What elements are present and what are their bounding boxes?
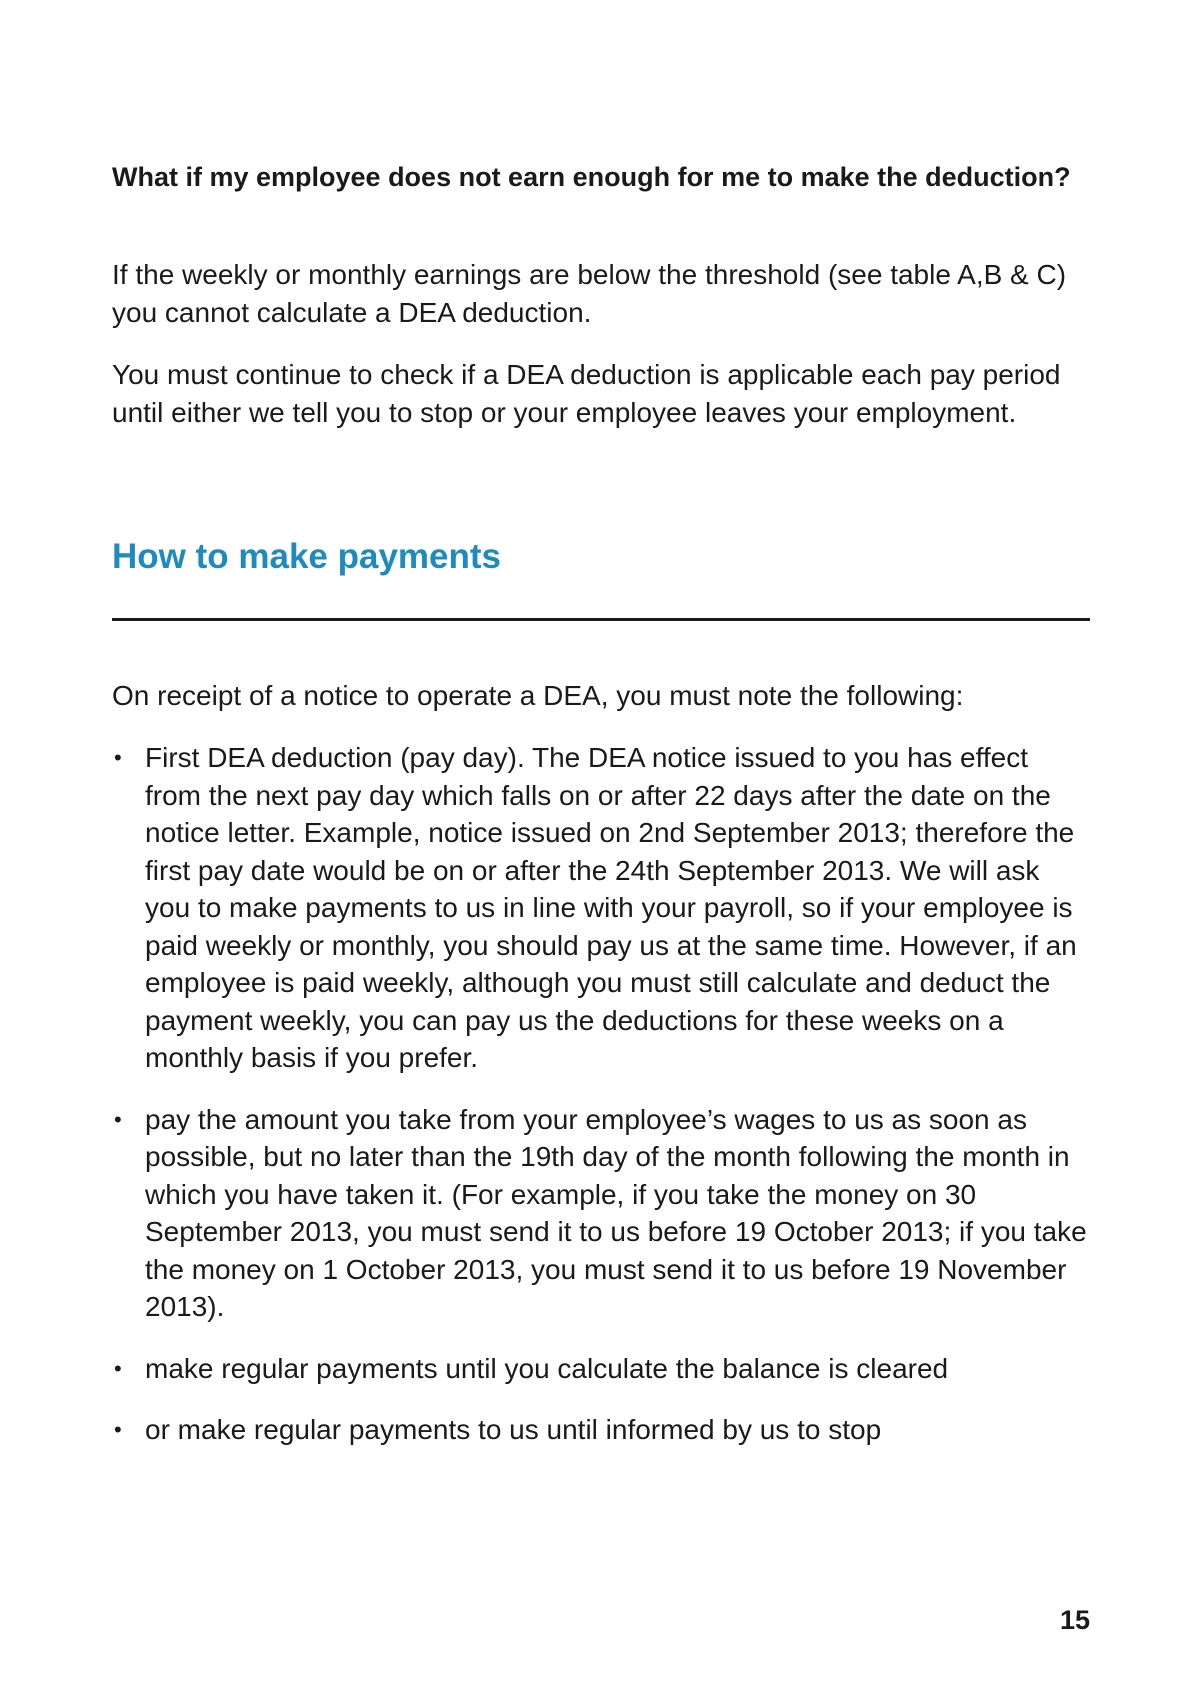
question-heading: What if my employee does not earn enough for me to make the deduction? bbox=[112, 162, 1071, 192]
section-title: How to make payments bbox=[112, 537, 501, 576]
list-item bbox=[112, 1350, 1090, 1388]
threshold-paragraph: If the weekly or monthly earnings are below the threshold (see table A,B & C) you cannot calculate a DEA deduction. bbox=[112, 259, 1067, 328]
list-item-text: or make regular payments to us until informed by us to stop bbox=[145, 1414, 882, 1445]
list-item bbox=[112, 739, 1090, 1077]
list-item-text: pay the amount you take from your employee’s wages to us as soon as possible, but no later than the 19th day of the month following the month in which you have taken it. (For example, if you take the money on 30 September 2013, you must send it to us before 19 October 2013; if you take the money on 1 October 2013, you must send it to us before 19 November 2013). bbox=[145, 1103, 1087, 1322]
section-intro: On receipt of a notice to operate a DEA, you must note the following: bbox=[112, 680, 964, 711]
page-number: 15 bbox=[1059, 1605, 1090, 1635]
bullet-icon: • bbox=[114, 1355, 122, 1381]
bullet-icon: • bbox=[114, 745, 122, 770]
bullet-icon: • bbox=[114, 1106, 122, 1132]
list-item bbox=[112, 1411, 1090, 1449]
list-item-text: make regular payments until you calculate the balance is cleared bbox=[145, 1352, 949, 1384]
list-item-text: First DEA deduction (pay day). The DEA notice issued to you has effect from the next pay day which falls on or after 22 days after the date on the notice letter. Example, notice issued on 2nd September 2013; therefore the first pay date would be on or after the 24th September 2013. We will ask you to make payments to us in line with your payroll, so if your employee is paid weekly or monthly, you should pay us at the same time. However, if an employee is paid weekly, although you must still calculate and deduct the payment weekly, you can pay us the deductions for these weeks on a monthly basis if you prefer. bbox=[145, 742, 1077, 1073]
bullet-icon: • bbox=[114, 1417, 122, 1442]
list-item bbox=[112, 1101, 1090, 1326]
continue-check-paragraph: You must continue to check if a DEA deduction is applicable each pay period until either we tell you to stop or your employee leaves your employment. bbox=[112, 359, 1061, 428]
section-divider bbox=[112, 618, 1090, 621]
payment-rules-list bbox=[112, 739, 1090, 1473]
document-page bbox=[112, 0, 1090, 1703]
